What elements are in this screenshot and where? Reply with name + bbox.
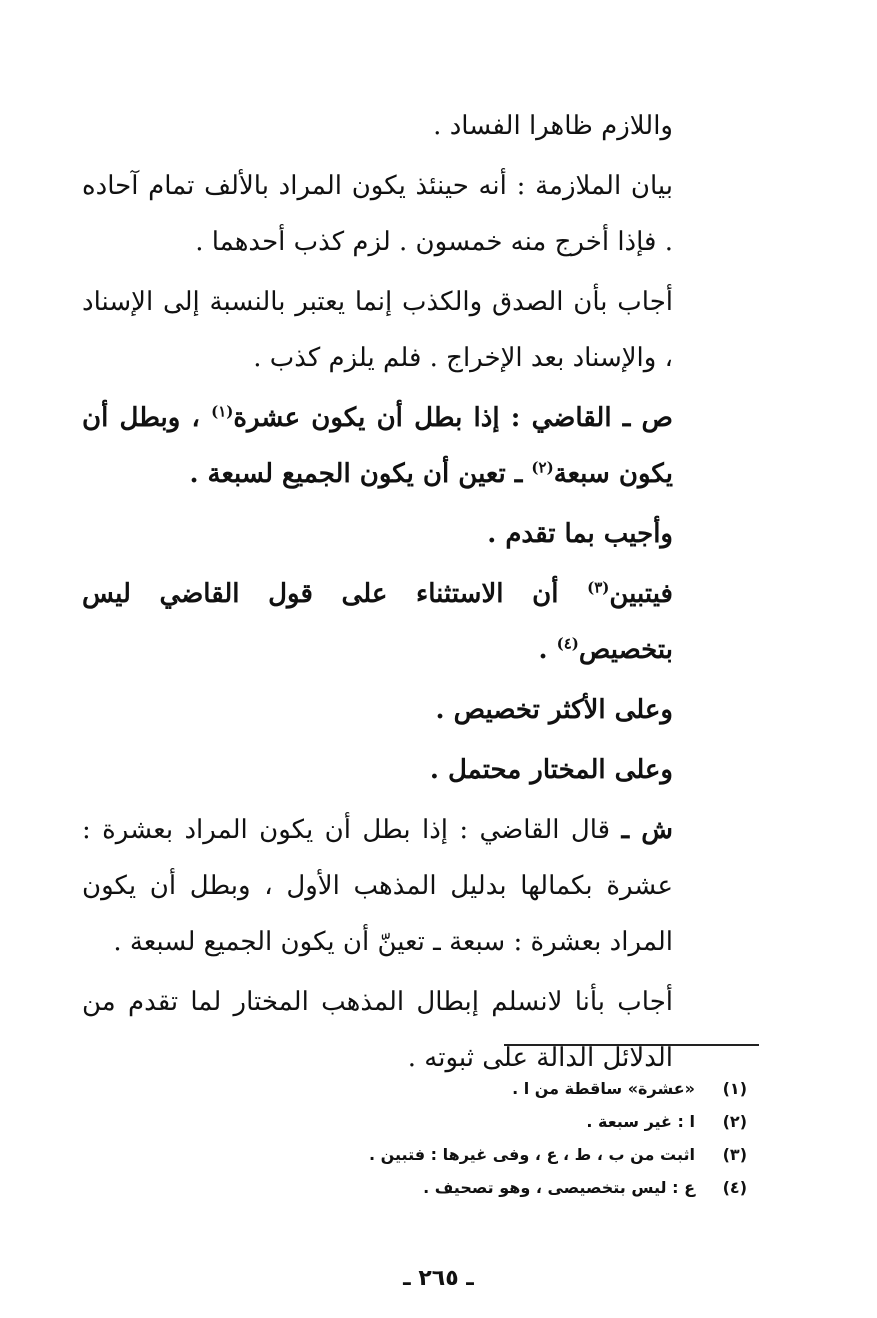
- paragraph-majority: وعلى الأكثر تخصيص .: [435, 695, 673, 725]
- paragraph-conclusion: واللازم ظاهرا الفساد .: [433, 111, 673, 141]
- text-segment: قال القاضي : إذا بطل أن يكون المراد بعشرة : عشرة بكمالها بدليل المذهب الأول ، وبطل أن يكون المراد بعشرة : سبعة ـ تعينّ أن يكون الجميع لسبعة .: [82, 815, 673, 957]
- text-segment: .: [538, 635, 548, 665]
- paragraph-reply: وأجيب بما تقدم .: [487, 519, 673, 549]
- footnote: [147, 1138, 747, 1171]
- footnote-number: (٢): [722, 1112, 747, 1131]
- main-text: [82, 98, 747, 1086]
- text-segment: ، وبطل أن يكون سبعة: [82, 403, 673, 489]
- footnote: [147, 1072, 747, 1105]
- text-segment: ـ تعين أن يكون الجميع لسبعة .: [189, 459, 523, 489]
- footnotes: [147, 1072, 747, 1204]
- footnote-ref-4: (٤): [556, 634, 579, 653]
- paragraph-exception: [82, 566, 747, 678]
- footnote-text: اثبت من ب ، ط ، ع ، وفى غيرها : فتبين .: [368, 1145, 695, 1164]
- footnote-text: ع : ليس بتخصيصى ، وهو تصحيف .: [423, 1178, 695, 1197]
- footnote-ref-3: (٣): [587, 578, 610, 597]
- footnote-number: (١): [722, 1079, 747, 1098]
- footnote: [147, 1105, 747, 1138]
- paragraph-commentary: [82, 802, 747, 970]
- footnote-number: (٤): [722, 1178, 747, 1197]
- text-segment: القاضي : إذا بطل أن يكون عشرة: [233, 403, 612, 433]
- text-marker: ص ـ: [622, 403, 673, 433]
- footnote-text: ا : غير سبعة .: [586, 1112, 695, 1131]
- footnote-text: «عشرة» ساقطة من ا .: [512, 1079, 695, 1098]
- footnote-separator: [504, 1044, 759, 1046]
- paragraph-final-answer: أجاب بأنا لانسلم إبطال المذهب المختار لما تقدم من الدلائل الدالة على ثبوته .: [82, 987, 673, 1073]
- text-segment: أن الاستثناء على قول القاضي ليس بتخصيص: [82, 579, 673, 665]
- page-number: ـ ٢٦٥ ـ: [403, 1266, 474, 1291]
- text-segment: فيتبين: [609, 579, 673, 609]
- paragraph-chosen: وعلى المختار محتمل .: [429, 755, 673, 785]
- footnote-ref-1: (١): [211, 402, 234, 421]
- footnote-number: (٣): [722, 1145, 747, 1164]
- footnote: [147, 1171, 747, 1204]
- paragraph-text-qadi: [82, 390, 747, 502]
- commentary-marker: ش ـ: [621, 815, 674, 845]
- paragraph-correlation: بيان الملازمة : أنه حينئذ يكون المراد بالألف تمام آحاده . فإذا أخرج منه خمسون . لزم كذب أحدهما .: [82, 171, 673, 257]
- paragraph-answer: أجاب بأن الصدق والكذب إنما يعتبر بالنسبة إلى الإسناد ، والإسناد بعد الإخراج . فلم يلزم كذب .: [82, 287, 673, 373]
- footnote-ref-2: (٢): [531, 458, 554, 477]
